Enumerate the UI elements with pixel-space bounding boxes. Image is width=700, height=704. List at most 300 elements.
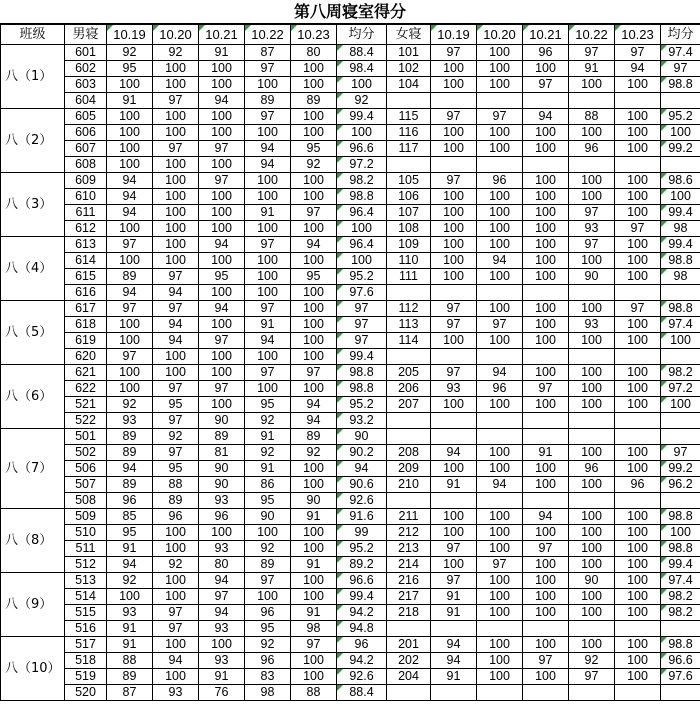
male-score-cell: 94 xyxy=(107,285,153,301)
female-score-cell: 100 xyxy=(615,397,661,413)
female-score-cell: 92 xyxy=(569,653,615,669)
female-avg-cell: 97 xyxy=(661,445,700,461)
female-score-cell: 94 xyxy=(477,365,523,381)
male-score-cell: 95 xyxy=(153,461,199,477)
female-room-cell: 201 xyxy=(387,637,431,653)
female-avg-cell: 97.4 xyxy=(661,317,700,333)
male-avg-cell: 100 xyxy=(337,125,387,141)
male-score-cell: 91 xyxy=(199,45,245,61)
male-score-cell: 95 xyxy=(245,621,291,637)
female-avg-cell: 96.2 xyxy=(661,477,700,493)
female-score-cell: 100 xyxy=(523,637,569,653)
female-room-cell: 204 xyxy=(387,669,431,685)
female-room-cell: 111 xyxy=(387,269,431,285)
male-avg-cell: 97 xyxy=(337,301,387,317)
female-score-cell: 96 xyxy=(523,45,569,61)
male-score-cell: 97 xyxy=(153,301,199,317)
male-room-cell: 521 xyxy=(65,397,107,413)
male-score-cell: 100 xyxy=(107,77,153,93)
female-score-cell: 100 xyxy=(477,61,523,77)
header-avg: 均分 xyxy=(661,25,700,45)
female-room-cell: 214 xyxy=(387,557,431,573)
male-score-cell: 93 xyxy=(199,493,245,509)
female-score-cell: 91 xyxy=(431,669,477,685)
male-score-cell: 100 xyxy=(291,173,337,189)
female-score-cell: 100 xyxy=(569,477,615,493)
female-score-cell: 97 xyxy=(477,317,523,333)
male-score-cell: 89 xyxy=(291,93,337,109)
male-score-cell: 100 xyxy=(291,125,337,141)
table-row xyxy=(1,349,700,365)
female-score-cell: 100 xyxy=(431,77,477,93)
male-score-cell: 92 xyxy=(291,157,337,173)
class-name-cell: 八（8） xyxy=(1,509,65,573)
male-score-cell: 97 xyxy=(153,93,199,109)
male-score-cell: 94 xyxy=(291,237,337,253)
male-score-cell: 95 xyxy=(107,61,153,77)
female-room-cell xyxy=(387,157,431,173)
female-score-cell: 100 xyxy=(569,557,615,573)
female-room-cell: 211 xyxy=(387,509,431,525)
male-score-cell: 89 xyxy=(291,429,337,445)
male-score-cell: 100 xyxy=(153,573,199,589)
male-score-cell: 100 xyxy=(153,253,199,269)
female-score-cell: 97 xyxy=(477,109,523,125)
male-avg-cell: 99.4 xyxy=(337,349,387,365)
male-score-cell: 100 xyxy=(245,269,291,285)
female-avg-cell: 98.8 xyxy=(661,301,700,317)
male-score-cell: 100 xyxy=(153,541,199,557)
female-room-cell: 205 xyxy=(387,365,431,381)
male-score-cell: 93 xyxy=(107,605,153,621)
female-score-cell: 100 xyxy=(523,205,569,221)
male-score-cell: 94 xyxy=(291,397,337,413)
female-room-cell: 101 xyxy=(387,45,431,61)
male-score-cell: 100 xyxy=(245,221,291,237)
male-score-cell: 100 xyxy=(153,109,199,125)
male-score-cell: 92 xyxy=(107,45,153,61)
female-score-cell xyxy=(523,157,569,173)
male-score-cell: 100 xyxy=(153,365,199,381)
female-score-cell: 100 xyxy=(523,589,569,605)
male-avg-cell: 98.4 xyxy=(337,61,387,77)
female-score-cell: 100 xyxy=(523,189,569,205)
male-score-cell: 100 xyxy=(153,349,199,365)
male-score-cell: 100 xyxy=(153,525,199,541)
female-score-cell: 100 xyxy=(615,637,661,653)
table-row xyxy=(1,61,700,77)
female-score-cell: 100 xyxy=(431,221,477,237)
female-score-cell: 96 xyxy=(569,461,615,477)
female-score-cell: 97 xyxy=(569,237,615,253)
male-score-cell: 91 xyxy=(291,509,337,525)
female-score-cell: 97 xyxy=(615,45,661,61)
female-score-cell: 100 xyxy=(431,269,477,285)
male-room-cell: 519 xyxy=(65,669,107,685)
male-score-cell: 97 xyxy=(199,589,245,605)
table-row xyxy=(1,461,700,477)
header-date: 10.22 xyxy=(569,25,615,45)
table-row xyxy=(1,189,700,205)
header-date: 10.23 xyxy=(615,25,661,45)
female-score-cell: 100 xyxy=(569,637,615,653)
female-score-cell: 100 xyxy=(431,205,477,221)
male-room-cell: 517 xyxy=(65,637,107,653)
female-room-cell: 115 xyxy=(387,109,431,125)
female-score-cell: 100 xyxy=(431,509,477,525)
female-score-cell: 100 xyxy=(477,589,523,605)
male-score-cell: 95 xyxy=(245,397,291,413)
female-score-cell xyxy=(569,285,615,301)
female-room-cell: 217 xyxy=(387,589,431,605)
male-score-cell: 93 xyxy=(199,653,245,669)
male-avg-cell: 98.8 xyxy=(337,381,387,397)
female-avg-cell: 99.4 xyxy=(661,557,700,573)
female-score-cell: 100 xyxy=(569,445,615,461)
table-row xyxy=(1,413,700,429)
male-avg-cell: 94 xyxy=(337,461,387,477)
female-score-cell: 97 xyxy=(615,221,661,237)
female-score-cell xyxy=(477,493,523,509)
female-score-cell: 100 xyxy=(615,253,661,269)
female-score-cell: 97 xyxy=(477,557,523,573)
table-row xyxy=(1,237,700,253)
male-score-cell: 88 xyxy=(291,685,337,701)
male-score-cell: 100 xyxy=(291,477,337,493)
female-score-cell: 100 xyxy=(431,125,477,141)
male-score-cell: 100 xyxy=(291,109,337,125)
male-score-cell: 88 xyxy=(107,653,153,669)
male-score-cell: 100 xyxy=(107,141,153,157)
male-score-cell: 100 xyxy=(107,125,153,141)
male-room-cell: 618 xyxy=(65,317,107,333)
male-score-cell: 93 xyxy=(199,621,245,637)
male-score-cell: 97 xyxy=(245,61,291,77)
table-row xyxy=(1,77,700,93)
table-row xyxy=(1,365,700,381)
female-score-cell: 90 xyxy=(569,269,615,285)
female-room-cell: 207 xyxy=(387,397,431,413)
female-room-cell: 114 xyxy=(387,333,431,349)
male-score-cell: 91 xyxy=(107,621,153,637)
female-score-cell: 91 xyxy=(431,477,477,493)
male-score-cell: 91 xyxy=(245,429,291,445)
male-score-cell: 98 xyxy=(245,685,291,701)
male-avg-cell: 90.6 xyxy=(337,477,387,493)
female-avg-cell: 98.8 xyxy=(661,77,700,93)
male-room-cell: 501 xyxy=(65,429,107,445)
female-score-cell: 97 xyxy=(431,541,477,557)
header-date: 10.20 xyxy=(153,25,199,45)
male-score-cell: 97 xyxy=(107,301,153,317)
male-score-cell: 91 xyxy=(291,557,337,573)
male-score-cell: 97 xyxy=(245,237,291,253)
female-score-cell: 100 xyxy=(477,125,523,141)
female-avg-cell: 99.4 xyxy=(661,205,700,221)
female-score-cell xyxy=(615,493,661,509)
male-score-cell: 100 xyxy=(199,61,245,77)
male-avg-cell: 88.4 xyxy=(337,45,387,61)
female-score-cell: 100 xyxy=(615,141,661,157)
male-score-cell: 92 xyxy=(107,573,153,589)
female-score-cell xyxy=(431,93,477,109)
male-score-cell: 89 xyxy=(199,429,245,445)
male-room-cell: 508 xyxy=(65,493,107,509)
female-score-cell: 97 xyxy=(431,365,477,381)
male-avg-cell: 97 xyxy=(337,317,387,333)
male-score-cell: 92 xyxy=(291,445,337,461)
female-avg-cell xyxy=(661,285,700,301)
table-row xyxy=(1,285,700,301)
male-avg-cell: 96.4 xyxy=(337,237,387,253)
female-score-cell xyxy=(569,413,615,429)
male-avg-cell: 92 xyxy=(337,93,387,109)
male-score-cell: 97 xyxy=(199,381,245,397)
header-female-room: 女寝 xyxy=(387,25,431,45)
female-score-cell: 100 xyxy=(523,173,569,189)
female-room-cell xyxy=(387,685,431,701)
male-score-cell: 100 xyxy=(199,77,245,93)
female-room-cell xyxy=(387,349,431,365)
male-score-cell: 100 xyxy=(199,125,245,141)
female-score-cell: 100 xyxy=(477,189,523,205)
female-avg-cell: 99.2 xyxy=(661,461,700,477)
male-avg-cell: 100 xyxy=(337,253,387,269)
female-score-cell: 100 xyxy=(431,461,477,477)
female-score-cell: 100 xyxy=(431,333,477,349)
female-score-cell xyxy=(523,349,569,365)
female-avg-cell xyxy=(661,349,700,365)
male-score-cell: 97 xyxy=(107,349,153,365)
female-score-cell: 88 xyxy=(569,109,615,125)
male-score-cell: 97 xyxy=(153,605,199,621)
male-avg-cell: 92.6 xyxy=(337,669,387,685)
female-score-cell: 100 xyxy=(431,189,477,205)
male-score-cell: 97 xyxy=(107,237,153,253)
female-room-cell: 212 xyxy=(387,525,431,541)
male-score-cell: 97 xyxy=(245,301,291,317)
female-avg-cell: 98 xyxy=(661,221,700,237)
female-score-cell xyxy=(569,685,615,701)
male-avg-cell: 98.8 xyxy=(337,189,387,205)
male-avg-cell: 99.4 xyxy=(337,109,387,125)
female-score-cell: 100 xyxy=(477,237,523,253)
female-score-cell xyxy=(615,93,661,109)
female-avg-cell: 98.8 xyxy=(661,637,700,653)
male-score-cell: 96 xyxy=(245,653,291,669)
female-score-cell: 100 xyxy=(615,669,661,685)
male-score-cell: 97 xyxy=(291,365,337,381)
header-date: 10.22 xyxy=(245,25,291,45)
table-row xyxy=(1,253,700,269)
female-avg-cell: 95.2 xyxy=(661,109,700,125)
female-room-cell: 209 xyxy=(387,461,431,477)
female-score-cell: 96 xyxy=(615,477,661,493)
male-room-cell: 605 xyxy=(65,109,107,125)
female-score-cell: 97 xyxy=(569,669,615,685)
male-room-cell: 514 xyxy=(65,589,107,605)
male-score-cell: 89 xyxy=(245,93,291,109)
class-name-cell: 八（9） xyxy=(1,573,65,637)
female-score-cell: 100 xyxy=(523,61,569,77)
female-room-cell: 216 xyxy=(387,573,431,589)
male-score-cell: 100 xyxy=(245,525,291,541)
female-score-cell: 100 xyxy=(569,605,615,621)
table-row xyxy=(1,589,700,605)
male-score-cell: 100 xyxy=(245,125,291,141)
male-avg-cell: 91.6 xyxy=(337,509,387,525)
female-score-cell: 100 xyxy=(615,77,661,93)
male-score-cell: 95 xyxy=(153,397,199,413)
female-avg-cell xyxy=(661,413,700,429)
female-score-cell: 100 xyxy=(615,605,661,621)
female-room-cell: 117 xyxy=(387,141,431,157)
female-room-cell: 206 xyxy=(387,381,431,397)
female-score-cell: 100 xyxy=(615,589,661,605)
male-score-cell: 100 xyxy=(291,221,337,237)
male-score-cell: 89 xyxy=(107,269,153,285)
female-avg-cell: 97.2 xyxy=(661,381,700,397)
male-room-cell: 511 xyxy=(65,541,107,557)
male-avg-cell: 97.2 xyxy=(337,157,387,173)
male-room-cell: 620 xyxy=(65,349,107,365)
male-room-cell: 619 xyxy=(65,333,107,349)
male-room-cell: 611 xyxy=(65,205,107,221)
male-room-cell: 606 xyxy=(65,125,107,141)
male-avg-cell: 95.2 xyxy=(337,541,387,557)
female-score-cell: 96 xyxy=(477,173,523,189)
class-name-cell: 八（1） xyxy=(1,45,65,109)
male-avg-cell: 93.2 xyxy=(337,413,387,429)
female-score-cell: 100 xyxy=(523,253,569,269)
female-score-cell xyxy=(523,429,569,445)
female-score-cell: 100 xyxy=(569,589,615,605)
table-row xyxy=(1,333,700,349)
male-room-cell: 604 xyxy=(65,93,107,109)
female-avg-cell: 97.4 xyxy=(661,573,700,589)
male-score-cell: 81 xyxy=(199,445,245,461)
female-score-cell xyxy=(477,685,523,701)
male-score-cell: 100 xyxy=(199,285,245,301)
male-avg-cell: 96.6 xyxy=(337,573,387,589)
female-room-cell xyxy=(387,413,431,429)
male-score-cell: 97 xyxy=(245,573,291,589)
male-score-cell: 86 xyxy=(245,477,291,493)
male-room-cell: 612 xyxy=(65,221,107,237)
male-room-cell: 617 xyxy=(65,301,107,317)
male-score-cell: 94 xyxy=(153,333,199,349)
header-date: 10.23 xyxy=(291,25,337,45)
female-score-cell xyxy=(431,429,477,445)
male-score-cell: 92 xyxy=(245,445,291,461)
male-score-cell: 91 xyxy=(199,669,245,685)
female-score-cell: 97 xyxy=(523,381,569,397)
male-score-cell: 80 xyxy=(199,557,245,573)
male-score-cell: 89 xyxy=(107,477,153,493)
male-score-cell: 97 xyxy=(199,173,245,189)
male-score-cell: 100 xyxy=(245,589,291,605)
female-avg-cell xyxy=(661,93,700,109)
male-score-cell: 95 xyxy=(199,269,245,285)
female-room-cell: 108 xyxy=(387,221,431,237)
male-score-cell: 100 xyxy=(291,253,337,269)
female-score-cell xyxy=(477,349,523,365)
table-row xyxy=(1,157,700,173)
male-room-cell: 515 xyxy=(65,605,107,621)
female-avg-cell: 98.8 xyxy=(661,509,700,525)
male-score-cell: 100 xyxy=(291,669,337,685)
male-score-cell: 91 xyxy=(291,605,337,621)
female-room-cell: 213 xyxy=(387,541,431,557)
female-score-cell: 100 xyxy=(569,253,615,269)
female-score-cell: 100 xyxy=(615,109,661,125)
female-score-cell: 97 xyxy=(569,205,615,221)
female-score-cell: 100 xyxy=(523,365,569,381)
female-score-cell: 100 xyxy=(431,525,477,541)
table-row xyxy=(1,653,700,669)
female-room-cell: 110 xyxy=(387,253,431,269)
male-score-cell: 97 xyxy=(245,109,291,125)
male-room-cell: 516 xyxy=(65,621,107,637)
table-row xyxy=(1,637,700,653)
male-score-cell: 90 xyxy=(199,413,245,429)
female-score-cell: 100 xyxy=(615,237,661,253)
female-avg-cell: 98 xyxy=(661,269,700,285)
male-score-cell: 100 xyxy=(199,365,245,381)
female-score-cell: 100 xyxy=(477,141,523,157)
table-row xyxy=(1,573,700,589)
table-row xyxy=(1,205,700,221)
female-score-cell: 100 xyxy=(523,141,569,157)
male-score-cell: 83 xyxy=(245,669,291,685)
male-score-cell: 91 xyxy=(245,461,291,477)
female-score-cell: 91 xyxy=(431,589,477,605)
male-room-cell: 603 xyxy=(65,77,107,93)
header-date: 10.19 xyxy=(107,25,153,45)
female-score-cell: 100 xyxy=(615,573,661,589)
male-avg-cell: 96.4 xyxy=(337,205,387,221)
male-room-cell: 512 xyxy=(65,557,107,573)
table-row xyxy=(1,125,700,141)
male-avg-cell: 97.6 xyxy=(337,285,387,301)
female-avg-cell: 98.6 xyxy=(661,173,700,189)
female-score-cell: 100 xyxy=(477,333,523,349)
male-score-cell: 100 xyxy=(199,109,245,125)
male-score-cell: 96 xyxy=(153,509,199,525)
female-room-cell xyxy=(387,493,431,509)
table-row xyxy=(1,93,700,109)
header-date: 10.21 xyxy=(523,25,569,45)
female-avg-cell xyxy=(661,685,700,701)
male-score-cell: 100 xyxy=(291,541,337,557)
female-score-cell: 100 xyxy=(569,301,615,317)
female-room-cell: 218 xyxy=(387,605,431,621)
male-avg-cell: 96 xyxy=(337,637,387,653)
male-score-cell: 100 xyxy=(153,237,199,253)
female-avg-cell xyxy=(661,493,700,509)
female-score-cell: 94 xyxy=(431,653,477,669)
male-score-cell: 100 xyxy=(245,285,291,301)
male-score-cell: 100 xyxy=(199,253,245,269)
male-room-cell: 602 xyxy=(65,61,107,77)
female-score-cell xyxy=(569,93,615,109)
female-score-cell: 100 xyxy=(477,77,523,93)
male-score-cell: 89 xyxy=(107,445,153,461)
female-score-cell: 100 xyxy=(615,205,661,221)
male-score-cell: 95 xyxy=(245,493,291,509)
female-score-cell: 100 xyxy=(523,125,569,141)
class-name-cell: 八（3） xyxy=(1,173,65,237)
